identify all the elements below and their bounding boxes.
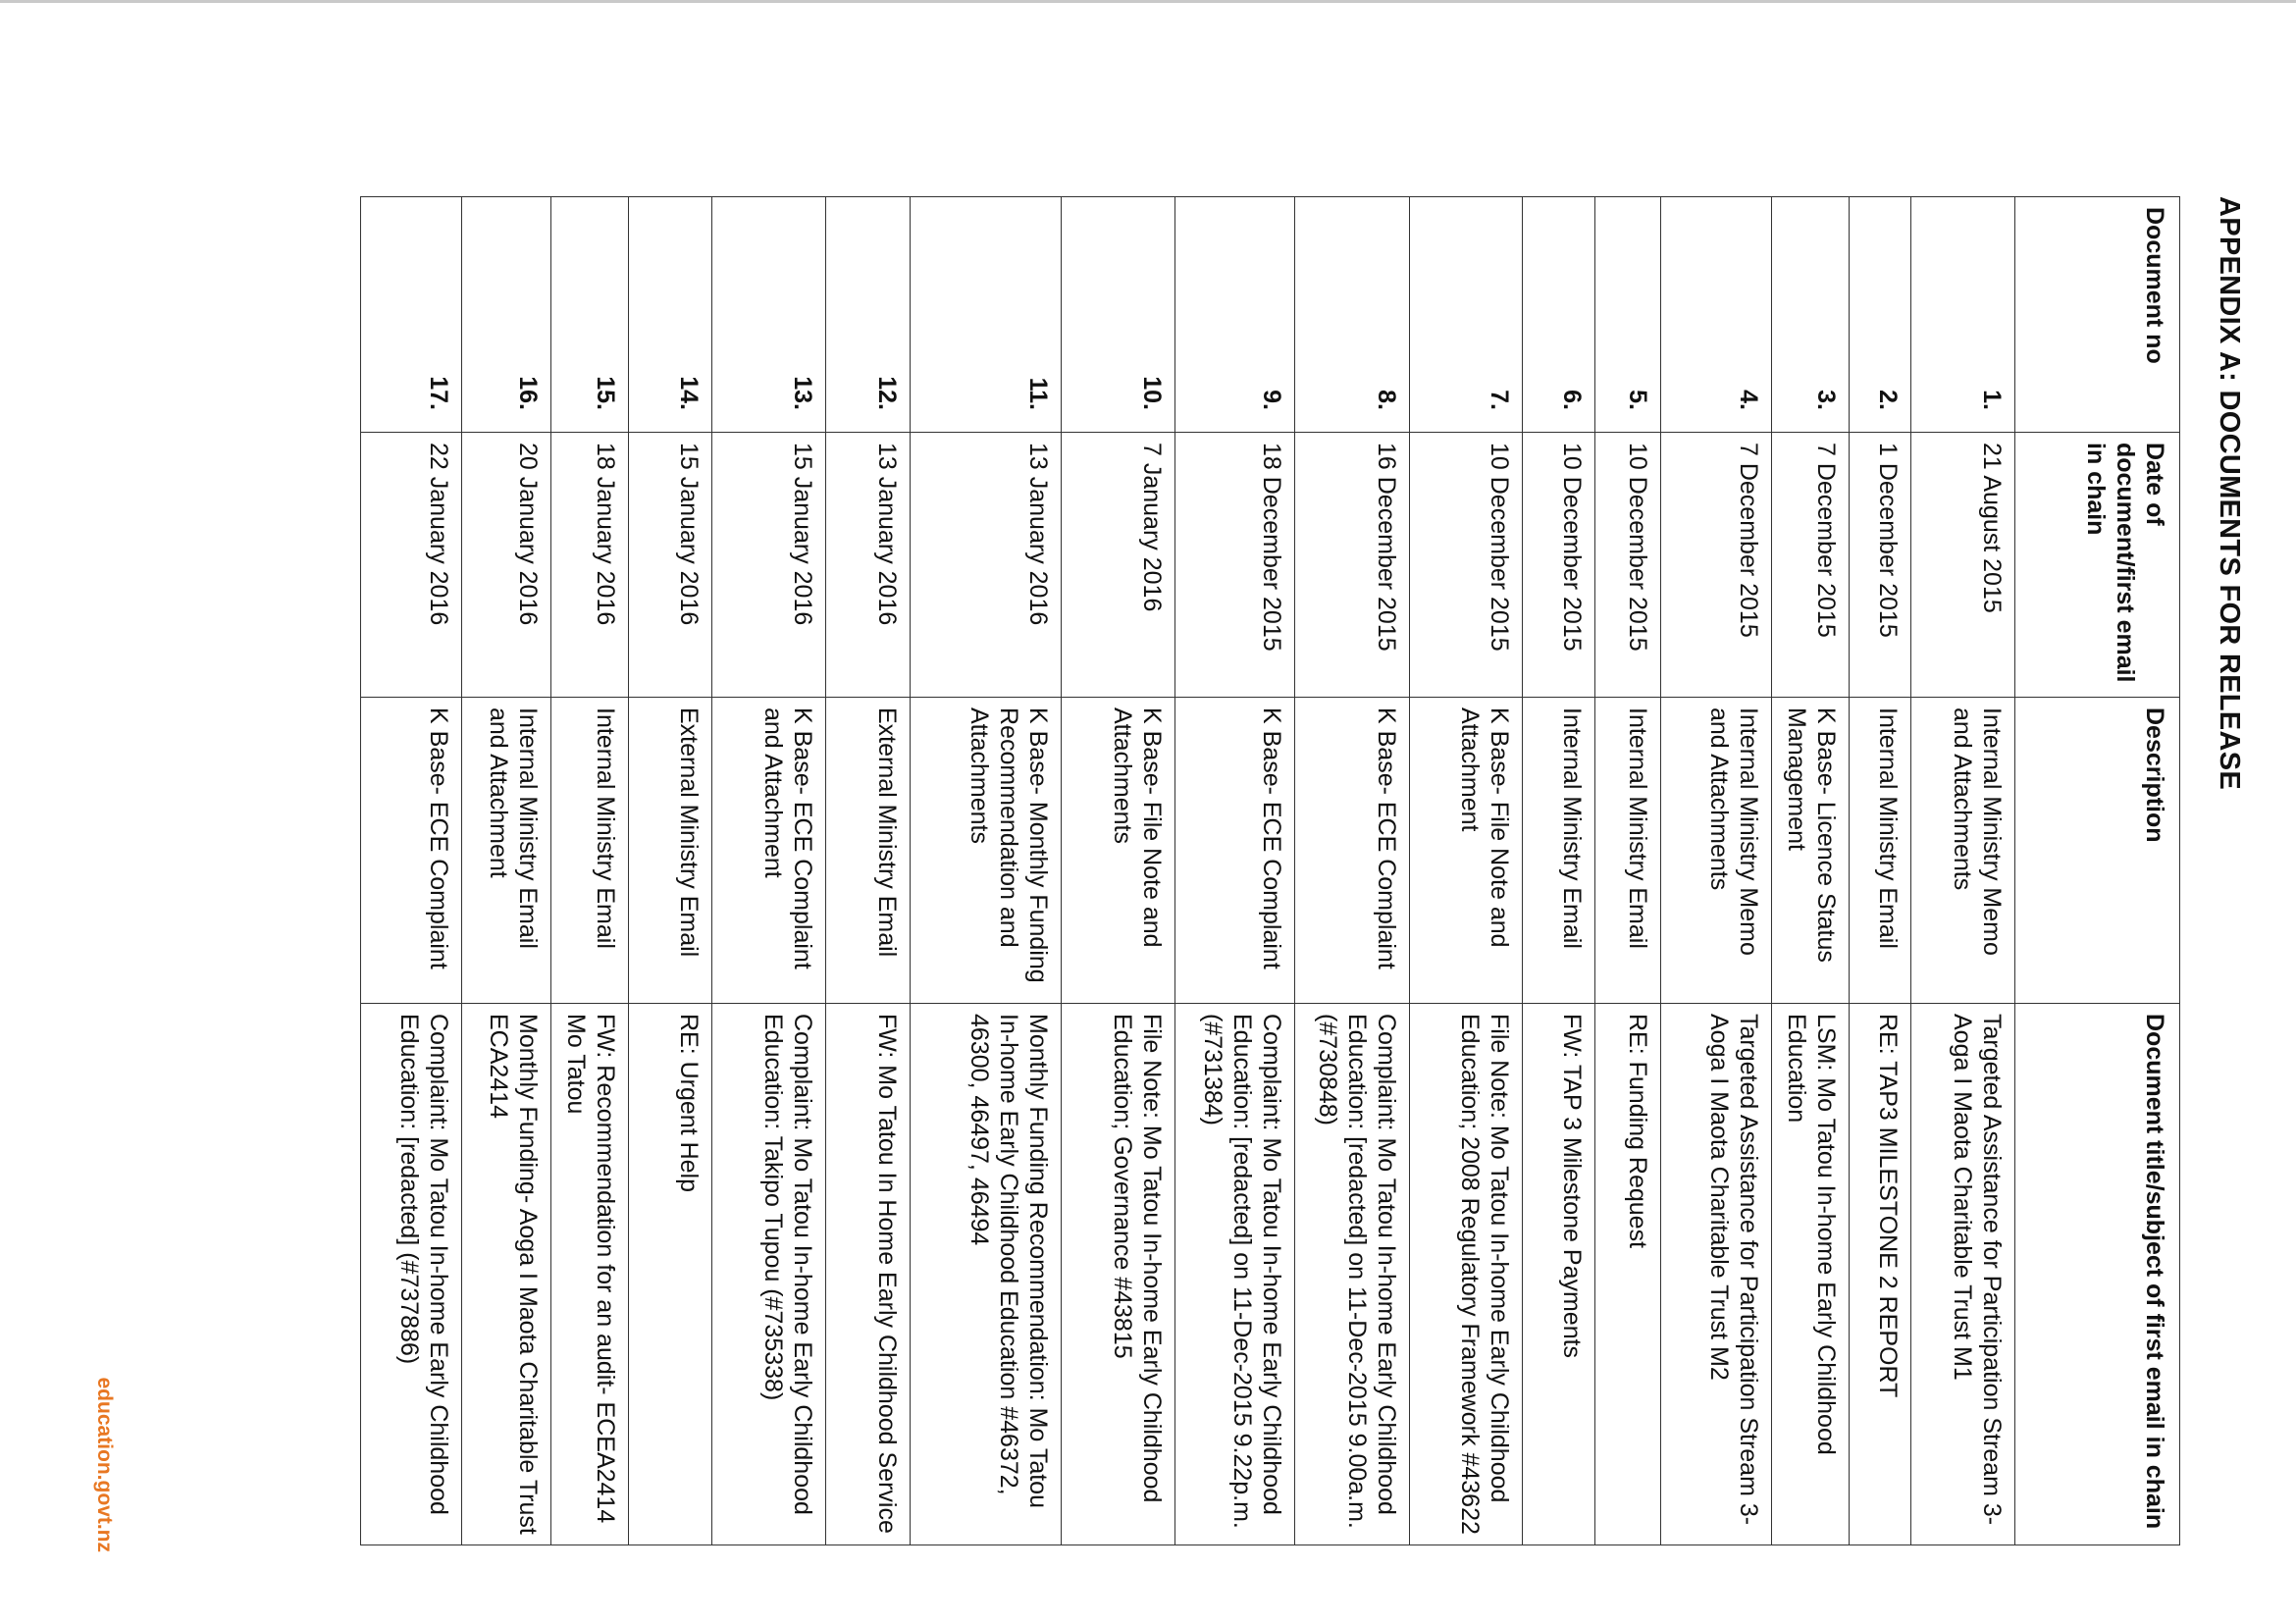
website-footer-text: education.govt.nz (93, 1377, 116, 1552)
table-row (1523, 197, 1595, 1545)
table-row (1594, 197, 1660, 1545)
document-description: Internal Ministry Memo and Attachments (1910, 698, 2014, 1004)
document-description: Internal Ministry Email (1849, 698, 1910, 1004)
document-number: 12. (826, 197, 910, 433)
document-description: K Base- File Note and Attachment (1409, 698, 1523, 1004)
column-header-title: Document title/subject of first email in chain (2015, 1004, 2180, 1545)
document-number: 11. (910, 197, 1062, 433)
document-number: 2. (1849, 197, 1910, 433)
document-date: 13 January 2016 (910, 433, 1062, 698)
document-number: 10. (1062, 197, 1175, 433)
column-header-date: Date of document/first email in chain (2015, 433, 2180, 698)
table-row (550, 197, 628, 1545)
document-date: 13 January 2016 (826, 433, 910, 698)
document-description: Internal Ministry Email (550, 698, 628, 1004)
table-row (1174, 197, 1294, 1545)
table-row (910, 197, 1062, 1545)
column-header-description: Description (2015, 698, 2180, 1004)
document-description: K Base- ECE Complaint (361, 698, 462, 1004)
document-description: K Base- Monthly Funding Recommendation and Attachments (910, 698, 1062, 1004)
document-title: RE: TAP3 MILESTONE 2 REPORT (1849, 1004, 1910, 1545)
document-number: 9. (1174, 197, 1294, 433)
table-header-row (2015, 197, 2180, 1545)
document-description: Internal Ministry Email (1594, 698, 1660, 1004)
document-date: 22 January 2016 (361, 433, 462, 698)
document-description: K Base- Licence Status Management (1771, 698, 1849, 1004)
document-title: File Note: Mo Tatou In-home Early Childhood Education; Governance #43815 (1062, 1004, 1175, 1545)
document-date: 18 December 2015 (1174, 433, 1294, 698)
document-title: LSM: Mo Tatou In-home Early Childhood Education (1771, 1004, 1849, 1545)
document-date: 1 December 2015 (1849, 433, 1910, 698)
document-number: 6. (1523, 197, 1595, 433)
document-date: 7 December 2015 (1661, 433, 1772, 698)
document-title: Complaint: Mo Tatou In-home Early Childhood Education: Takipo Tupou (#735338) (711, 1004, 826, 1545)
table-row (1294, 197, 1409, 1545)
document-title: File Note: Mo Tatou In-home Early Childhood Education; 2008 Regulatory Framework #43622 (1409, 1004, 1523, 1545)
document-date: 7 January 2016 (1062, 433, 1175, 698)
document-date: 20 January 2016 (462, 433, 550, 698)
document-title: RE: Urgent Help (628, 1004, 711, 1545)
document-description: Internal Ministry Email and Attachment (462, 698, 550, 1004)
document-title: FW: TAP 3 Milestone Payments (1523, 1004, 1595, 1545)
document-date: 15 January 2016 (628, 433, 711, 698)
document-number: 5. (1594, 197, 1660, 433)
document-number: 13. (711, 197, 826, 433)
table-row (361, 197, 462, 1545)
document-title: FW: Mo Tatou In Home Early Childhood Service (826, 1004, 910, 1545)
document-title: Monthly Funding Recommendation: Mo Tatou In-home Early Childhood Education #46372, 46300, 46497, 46494 (910, 1004, 1062, 1545)
document-date: 7 December 2015 (1771, 433, 1849, 698)
document-date: 18 January 2016 (550, 433, 628, 698)
documents-table (360, 196, 2180, 1545)
document-description: K Base- File Note and Attachments (1062, 698, 1175, 1004)
document-number: 7. (1409, 197, 1523, 433)
document-number: 15. (550, 197, 628, 433)
document-number: 1. (1910, 197, 2014, 433)
table-row (826, 197, 910, 1545)
document-number: 17. (361, 197, 462, 433)
document-number: 14. (628, 197, 711, 433)
document-date: 16 December 2015 (1294, 433, 1409, 698)
column-header-document-no: Document no (2015, 197, 2180, 433)
document-date: 10 December 2015 (1594, 433, 1660, 698)
document-title: Monthly Funding- Aoga I Maota Charitable Trust ECA2414 (462, 1004, 550, 1545)
table-row (1062, 197, 1175, 1545)
table-row (628, 197, 711, 1545)
document-description: Internal Ministry Memo and Attachments (1661, 698, 1772, 1004)
document-description: External Ministry Email (628, 698, 711, 1004)
document-title: RE: Funding Request (1594, 1004, 1660, 1545)
document-title: Targeted Assistance for Participation Stream 3- Aoga I Maota Charitable Trust M1 (1910, 1004, 2014, 1545)
document-date: 10 December 2015 (1523, 433, 1595, 698)
document-date: 10 December 2015 (1409, 433, 1523, 698)
document-number: 4. (1661, 197, 1772, 433)
table-row (1661, 197, 1772, 1545)
document-title: Complaint: Mo Tatou In-home Early Childhood Education: [redacted] (#737886) (361, 1004, 462, 1545)
document-date: 21 August 2015 (1910, 433, 2014, 698)
document-title: Targeted Assistance for Participation Stream 3- Aoga I Maota Charitable Trust M2 (1661, 1004, 1772, 1545)
table-row (711, 197, 826, 1545)
document-number: 16. (462, 197, 550, 433)
table-row (1409, 197, 1523, 1545)
document-description: K Base- ECE Complaint (1174, 698, 1294, 1004)
table-row (1849, 197, 1910, 1545)
appendix-heading: APPENDIX A: DOCUMENTS FOR RELEASE (2214, 196, 2245, 790)
table-row (1771, 197, 1849, 1545)
document-description: Internal Ministry Email (1523, 698, 1595, 1004)
document-title: Complaint: Mo Tatou In-home Early Childhood Education: [redacted] on 11-Dec-2015 9.00a.m. (#730848) (1294, 1004, 1409, 1545)
document-title: Complaint: Mo Tatou In-home Early Childhood Education: [redacted] on 11-Dec-2015 9.22p.m. (#731384) (1174, 1004, 1294, 1545)
table-row (462, 197, 550, 1545)
page-edge-rule (0, 0, 2296, 3)
document-number: 8. (1294, 197, 1409, 433)
document-description: K Base- ECE Complaint and Attachment (711, 698, 826, 1004)
document-description: External Ministry Email (826, 698, 910, 1004)
document-description: K Base- ECE Complaint (1294, 698, 1409, 1004)
document-date: 15 January 2016 (711, 433, 826, 698)
document-title: FW: Recommendation for an audit- ECEA2414 Mo Tatou (550, 1004, 628, 1545)
document-number: 3. (1771, 197, 1849, 433)
table-row (1910, 197, 2014, 1545)
